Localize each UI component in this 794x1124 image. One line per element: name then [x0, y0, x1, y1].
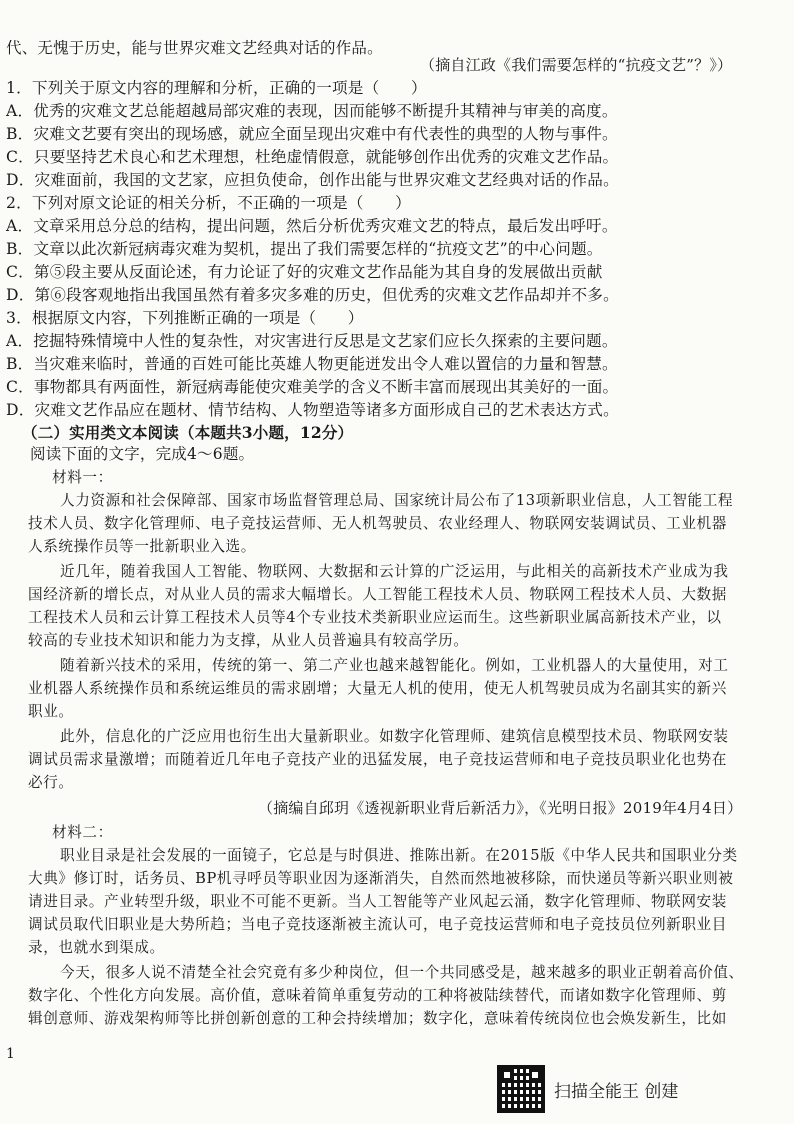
text-line-34: 材料二：: [52, 824, 113, 841]
text-line-19: 材料一：: [52, 469, 113, 486]
scanner-watermark: [497, 1065, 777, 1115]
text-line-7: 2．下列对原文论证的相关分析，不正确的一项是（ ）: [6, 194, 411, 212]
text-line-2: 1．下列关于原文内容的理解和分析，正确的一项是（ ）: [6, 79, 427, 97]
text-line-26: 较高的专业技术知识和能力为支撑，从业人员普遍具有较高学历。: [28, 632, 469, 649]
text-line-30: 此外，信息化的广泛应用也衍生出大量新职业。如数字化管理师、建筑信息模型技术员、物联网安装: [60, 728, 729, 745]
text-line-24: 国经济新的增长点，对从业人员的需求大幅增长。人工智能工程技术人员、物联网工程技术人员、大数据: [28, 586, 727, 603]
page-edge-mark: 1: [6, 1046, 15, 1062]
text-line-20: 人力资源和社会保障部、国家市场监督管理总局、国家统计局公布了13项新职业信息，人工智能工程: [60, 492, 734, 509]
text-line-18: 阅读下面的文字，完成4～6题。: [30, 445, 255, 463]
text-line-1: （摘自江政《我们需要怎样的“抗疫文艺”？》）: [420, 56, 733, 74]
text-line-32: 必行。: [28, 774, 74, 791]
text-line-15: C．事物都具有两面性，新冠病毒能使灾难美学的含义不断丰富而展现出其美好的一面。: [6, 378, 619, 396]
text-line-28: 业机器人系统操作员和系统运维员的需求剧增；大量无人机的使用，使无人机驾驶员成为名副其实的新兴: [28, 680, 727, 697]
text-line-22: 人系统操作员等一批新职业入选。: [28, 538, 256, 555]
text-line-3: A．优秀的灾难文艺总能超越局部灾难的表现，因而能够不断提升其精神与审美的高度。: [6, 102, 618, 120]
text-line-31: 调试员需求量激增；而随着近几年电子竞技产业的迅猛发展，电子竞技运营师和电子竞技员职业化也势在: [28, 751, 727, 768]
text-line-39: 录，也就水到渠成。: [28, 939, 165, 956]
text-line-0: 代、无愧于历史，能与世界灾难文艺经典对话的作品。: [6, 39, 383, 57]
text-line-5: C．只要坚持艺术良心和艺术理想，杜绝虚情假意，就能够创作出优秀的灾难文艺作品。: [6, 148, 619, 166]
text-line-38: 调试员取代旧职业是大势所趋；当电子竞技逐渐被主流认可，电子竞技运营师和电子竞技员位列新职业目: [28, 916, 727, 933]
text-line-8: A．文章采用总分总的结构，提出问题，然后分析优秀灾难文艺的特点，最后发出呼吁。: [6, 217, 618, 235]
text-line-9: B．文章以此次新冠病毒灾难为契机，提出了我们需要怎样的“抗疫文艺”的中心问题。: [6, 240, 603, 258]
text-line-25: 工程技术人员和云计算工程技术人员等4个专业技术类新职业应运而生。这些新职业属高新技术产业，以: [28, 609, 722, 626]
text-line-27: 随着新兴技术的采用，传统的第一、第二产业也越来越智能化。例如，工业机器人的大量使用，对工: [60, 657, 729, 674]
text-line-37: 请进目录。产业转型升级，职业不可能不更新。当人工智能等产业风起云涌，数字化管理师、物联网安装: [28, 893, 727, 910]
scanner-label: 扫描全能王 创建: [554, 1082, 679, 1102]
text-line-4: B．灾难文艺要有突出的现场感，就应全面呈现出灾难中有代表性的典型的人物与事件。: [6, 125, 618, 143]
text-line-23: 近几年，随着我国人工智能、物联网、大数据和云计算的广泛运用，与此相关的高新技术产业成为我: [60, 563, 729, 580]
text-line-29: 职业。: [28, 703, 74, 720]
text-line-36: 大典》修订时，话务员、BP机寻呼员等职业因为逐渐消失，自然而然地被移除，而快递员等新兴职业则被: [28, 870, 734, 887]
text-line-35: 职业目录是社会发展的一面镜子，它总是与时俱进、推陈出新。在2015版《中华人民共和国职业分类: [60, 847, 738, 864]
text-line-17: （二）实用类文本阅读（本题共3小题，12分）: [22, 423, 354, 442]
qr-code-icon: [497, 1065, 545, 1113]
text-line-33: （摘编自邱玥《透视新职业背后新活力》，《光明日报》2019年4月4日）: [258, 799, 743, 817]
text-line-6: D．灾难面前，我国的文艺家，应担负使命，创作出能与世界灾难文艺经典对话的作品。: [6, 171, 619, 189]
text-line-13: A．挖掘特殊情境中人性的复杂性，对灾害进行反思是文艺家们应长久探索的主要问题。: [6, 332, 618, 350]
text-line-14: B．当灾难来临时，普通的百姓可能比英雄人物更能迸发出令人难以置信的力量和智慧。: [6, 355, 618, 373]
text-line-40: 今天，很多人说不清楚全社会究竟有多少种岗位，但一个共同感受是，越来越多的职业正朝着高价值、: [60, 964, 744, 981]
text-line-21: 技术人员、数字化管理师、电子竞技运营师、无人机驾驶员、农业经理人、物联网安装调试员、工业机器: [28, 515, 727, 532]
text-line-42: 辑创意师、游戏架构师等比拼创新创意的工种会持续增加；数字化，意味着传统岗位也会焕发新生，比如: [28, 1010, 727, 1027]
text-line-12: 3．根据原文内容，下列推断正确的一项是（ ）: [6, 309, 364, 327]
text-line-10: C．第⑤段主要从反面论述，有力论证了好的灾难文艺作品能为其自身的发展做出贡献: [6, 263, 603, 281]
text-line-41: 数字化、个性化方向发展。高价值，意味着简单重复劳动的工种将被陆续替代，而诸如数字化管理师、剪: [28, 987, 727, 1004]
text-line-16: D．灾难文艺作品应在题材、情节结构、人物塑造等诸多方面形成自己的艺术表达方式。: [6, 401, 619, 419]
text-line-11: D．第⑥段客观地指出我国虽然有着多灾多难的历史，但优秀的灾难文艺作品却并不多。: [6, 286, 619, 304]
